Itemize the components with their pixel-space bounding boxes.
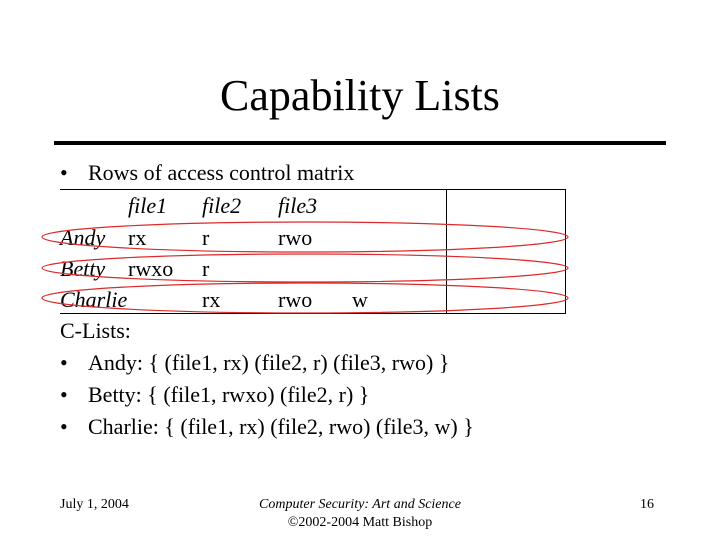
- bullet-dot: •: [60, 382, 68, 407]
- row-highlight-ellipse: [42, 283, 568, 313]
- clist-item: Betty: { (file1, rwxo) (file2, r) }: [88, 382, 370, 407]
- matrix-cell: r: [202, 225, 210, 250]
- matrix-row-label: Charlie: [60, 287, 128, 312]
- bullet-dot: •: [60, 350, 68, 375]
- matrix-cell: rwxo: [128, 256, 174, 281]
- row-highlight-ellipse: [42, 222, 568, 252]
- clists-heading: C-Lists:: [60, 318, 131, 343]
- footer-book-title: Computer Security: Art and Science: [259, 497, 461, 512]
- matrix-cell: rwo: [278, 225, 313, 250]
- matrix-cell: r: [202, 256, 210, 281]
- matrix-cell: rx: [128, 225, 147, 250]
- matrix-col-header: file1: [128, 193, 168, 218]
- row-highlight-ellipse: [42, 254, 568, 282]
- matrix-cell: rwo: [278, 287, 313, 312]
- bullet-dot: •: [60, 160, 68, 185]
- matrix-row-label: Betty: [60, 256, 106, 281]
- matrix-cell: rx: [202, 287, 221, 312]
- footer-date: July 1, 2004: [60, 497, 129, 512]
- matrix-col-header: file3: [278, 193, 318, 218]
- clist-item: Andy: { (file1, rx) (file2, r) (file3, rwo) }: [88, 350, 450, 375]
- clist-item: Charlie: { (file1, rx) (file2, rwo) (file3, w) }: [88, 414, 474, 439]
- footer-copyright: ©2002-2004 Matt Bishop: [287, 515, 433, 530]
- matrix-row-label: Andy: [60, 225, 106, 250]
- matrix-cell: w: [352, 287, 368, 312]
- slide-title: Capability Lists: [220, 71, 500, 120]
- bullet-rows-text: Rows of access control matrix: [88, 160, 355, 185]
- matrix-col-header: file2: [202, 193, 242, 218]
- bullet-dot: •: [60, 414, 68, 439]
- footer-page-number: 16: [640, 497, 654, 512]
